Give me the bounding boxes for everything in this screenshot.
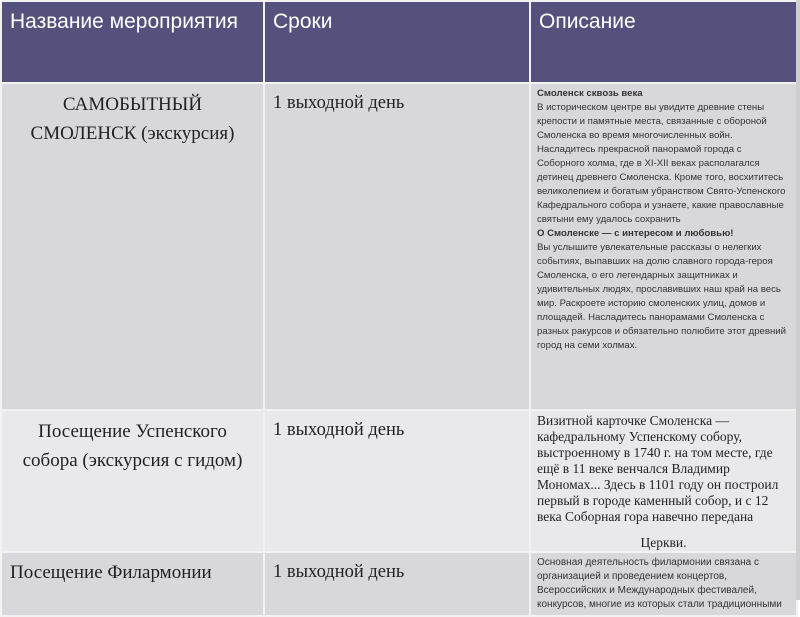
event-term-cell	[264, 83, 530, 410]
table-row	[1, 552, 797, 616]
table-header-row	[1, 1, 797, 83]
header-description: Описание	[530, 1, 797, 83]
event-term-cell	[264, 552, 530, 616]
event-term: 1 выходной день	[273, 562, 405, 582]
description-title: Смоленск сквозь века	[537, 88, 643, 99]
event-name-cell	[1, 552, 264, 616]
event-description-cell	[530, 83, 797, 410]
description-paragraph: Визитной карточке Смоленска — кафедральному Успенскому собору, выстроенному в 1740 г. на том месте, где ещё в 11 веке венчался Владимир Мономах... Здесь в 1101 году он построил первый в городе каменный собор, и с 12 века Соборная гора навечно передана	[537, 413, 779, 524]
event-name: САМОБЫТНЫЙ СМОЛЕНСК (экскурсия)	[30, 94, 235, 144]
event-name: Посещение Филармонии	[10, 562, 212, 583]
event-term: 1 выходной день	[273, 93, 405, 113]
event-term: 1 выходной день	[273, 420, 405, 440]
header-term: Сроки	[264, 1, 530, 83]
event-description	[531, 84, 796, 353]
description-ending: Церкви.	[640, 535, 687, 550]
table-row	[1, 410, 797, 552]
event-description-cell	[530, 410, 797, 552]
event-name: Посещение Успенского собора (экскурсия с гидом)	[22, 421, 243, 471]
header-event-name: Название мероприятия	[1, 1, 264, 83]
description-paragraph: Вы услышите увлекательные рассказы о нелегких событиях, выпавших на долю славного города-героя Смоленска, о его легендарных защитниках и удивительных людях, прославивших наш край на весь мир. Раскроете историю смоленских улиц, домов и площадей. Насладитесь панорамами Смоленска с разных ракурсов и обязательно полюбите этот древний город на семи холмах.	[537, 242, 786, 351]
description-paragraph: В историческом центре вы увидите древние стены крепости и памятные места, связанные с обороной Смоленска во время многочисленных войн. Насладитесь прекрасной панорамой города с Соборного холма, где в XI-XII веках располагался детинец древнего Смоленска. Кроме того, восхититесь великолепием и богатым убранством Свято-Успенского Кафедрального собора и узнаете, какие православные святыни ему удалось сохранить	[537, 102, 786, 225]
event-name-cell	[1, 83, 264, 410]
slide-edge	[796, 0, 800, 600]
description-highlight: О Смоленске — с интересом и любовью!	[537, 228, 734, 239]
event-description: Основная деятельность филармонии связана с организацией и проведением концертов, Всероссийских и Международных фестивалей, конкурсов, многие из которых стали традиционными	[537, 557, 782, 610]
event-description-cell	[530, 552, 797, 616]
table-row	[1, 83, 797, 410]
event-description	[531, 411, 796, 551]
event-name-cell	[1, 410, 264, 552]
event-term-cell	[264, 410, 530, 552]
